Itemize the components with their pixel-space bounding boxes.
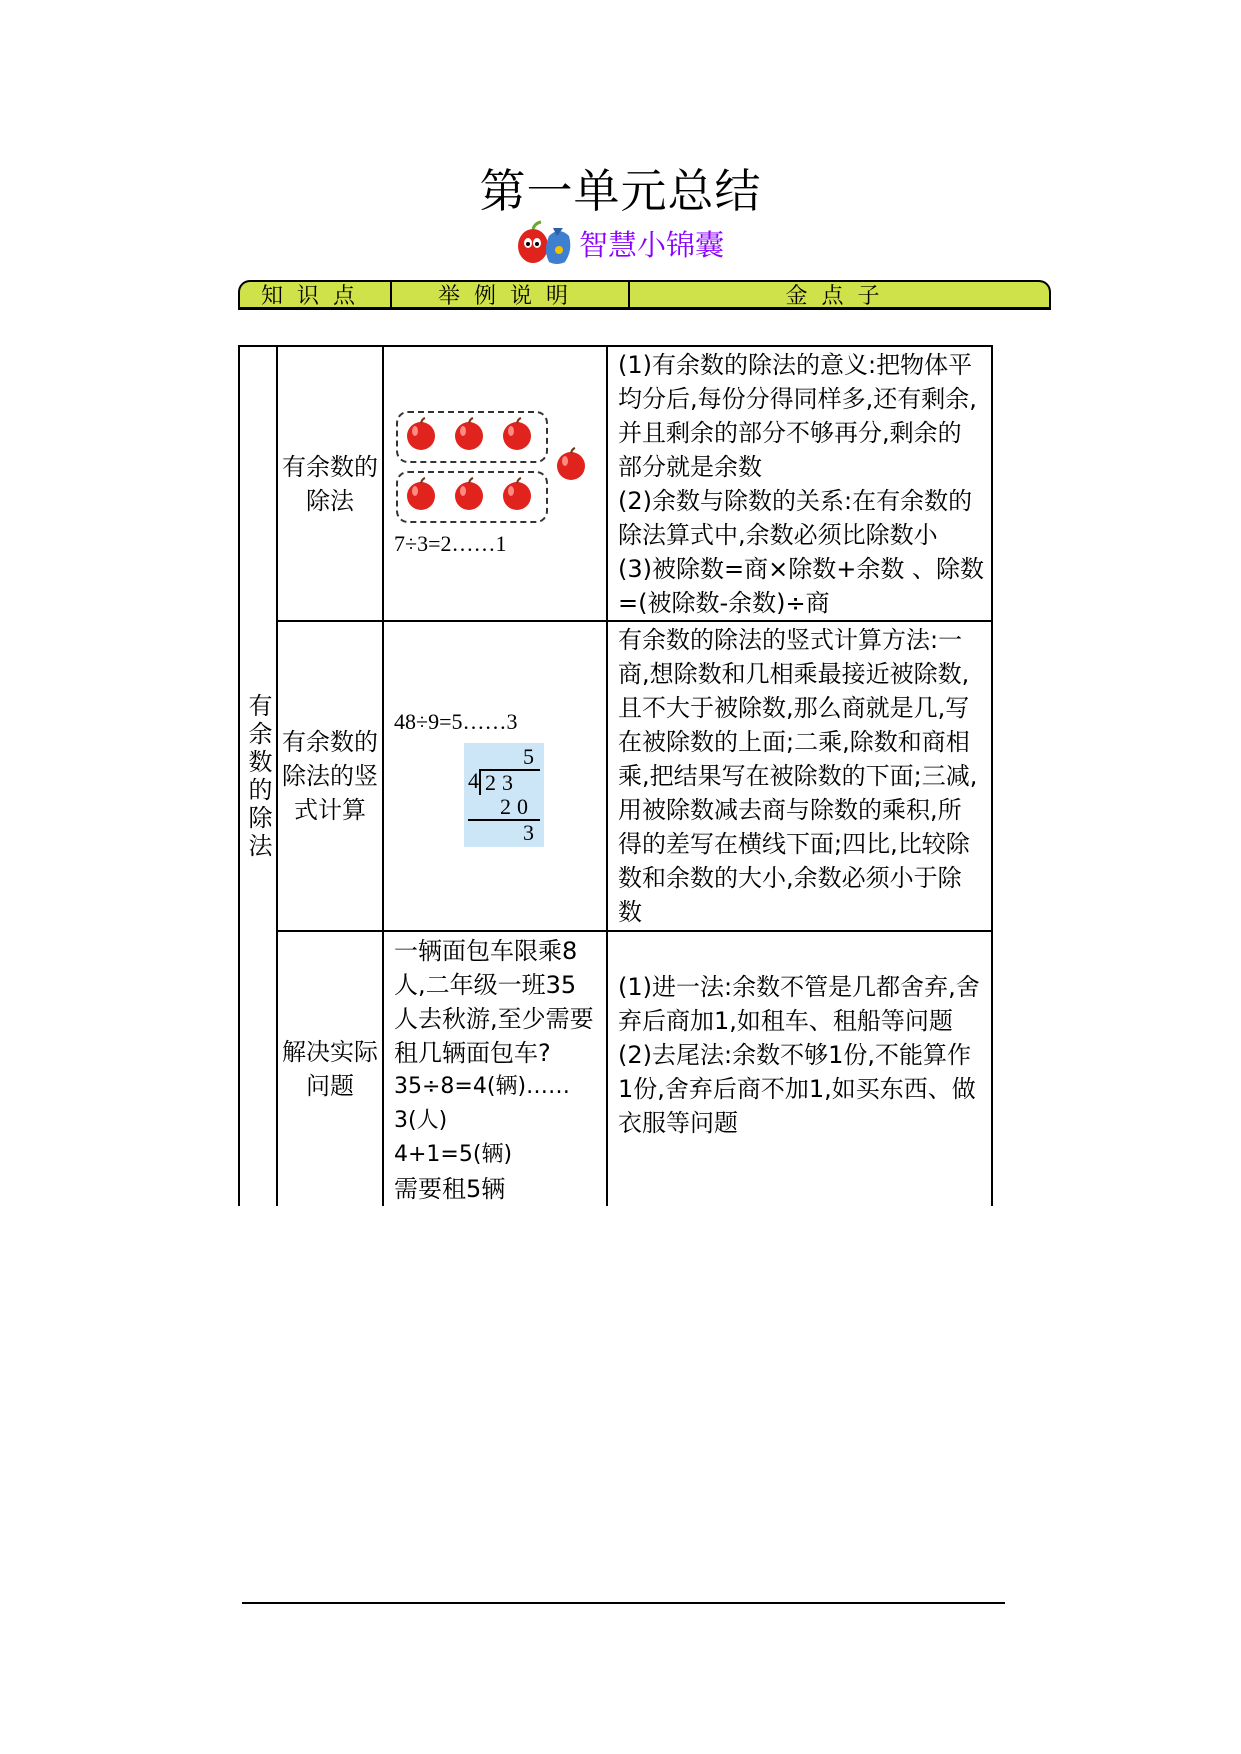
header-example: 举例说明 xyxy=(392,282,630,307)
page-title: 第一单元总结 xyxy=(479,164,762,218)
table-row xyxy=(239,621,992,931)
subtitle-block xyxy=(513,215,724,271)
tip-cell xyxy=(607,621,992,931)
header-knowledge: 知识点 xyxy=(240,282,392,307)
tip-text: (3)被除数=商×除数+余数 、除数=(被除数-余数)÷商 xyxy=(618,554,984,617)
example-step: 4+1=5(辆) xyxy=(394,1142,513,1167)
point-cell: 有余数的除法 xyxy=(277,346,383,621)
tip-cell xyxy=(607,346,992,621)
table-header-bar xyxy=(238,280,1051,310)
tip-text: (2)去尾法:余数不够1份,不能算作1份,舍弃后商不加1,如买东西、做衣服等问题 xyxy=(618,1041,976,1137)
division-dividend: 23 xyxy=(479,769,540,795)
point-cell: 有余数的除法的竖式计算 xyxy=(277,621,383,931)
apple-icon xyxy=(404,417,438,451)
table-row xyxy=(239,346,992,621)
example-problem: 一辆面包车限乘8人,二年级一班35人去秋游,至少需要租几辆面包车? xyxy=(394,937,594,1067)
example-cell xyxy=(383,931,607,1206)
table-row xyxy=(239,931,992,1206)
mascot-icon xyxy=(513,216,573,270)
subtitle: 智慧小锦囊 xyxy=(579,227,725,262)
tip-text: (2)余数与除数的关系:在有余数的除法算式中,余数必须比除数小 xyxy=(618,486,973,549)
division-remainder: 3 xyxy=(523,820,534,845)
division-line xyxy=(468,769,540,795)
tip-cell xyxy=(607,931,992,1206)
apple-icon xyxy=(500,417,534,451)
example-step: 35÷8=4(辆)……3(人) xyxy=(394,1074,571,1133)
apple-icon xyxy=(500,477,534,511)
example-equation: 48÷9=5……3 xyxy=(394,709,518,734)
long-division xyxy=(464,743,544,847)
division-product: 20 xyxy=(468,795,540,821)
tip-text: (1)有余数的除法的意义:把物体平均分后,每份分得同样多,还有剩余,并且剩余的部分不够再分,剩余的部分就是余数 xyxy=(618,350,977,481)
example-equation: 7÷3=2……1 xyxy=(394,530,507,556)
topic-cell: 有余数的除法 xyxy=(239,346,277,1206)
tip-text: (1)进一法:余数不管是几都舍弃,舍弃后商加1,如租车、租船等问题 xyxy=(618,973,980,1035)
division-divisor: 4 xyxy=(468,768,479,793)
tip-text: 有余数的除法的竖式计算方法:一商,想除数和几相乘最接近被除数,且不大于被除数,那么商就是几,写在被除数的上面;二乘,除数和商相乘,把结果写在被除数的下面;三减,用被除数减去商与除数的乘积,所得的差写在横线下面;四比,比较除数和余数的大小,余数必须小于除数 xyxy=(618,626,978,926)
point-cell: 解决实际问题 xyxy=(277,931,383,1206)
division-quotient: 5 xyxy=(523,744,534,769)
apple-icon xyxy=(452,477,486,511)
summary-table xyxy=(238,345,993,1206)
header-tips: 金点子 xyxy=(785,284,894,309)
apples-illustration xyxy=(394,407,594,527)
example-cell xyxy=(383,621,607,931)
apple-icon xyxy=(452,417,486,451)
example-answer: 需要租5辆 xyxy=(394,1175,506,1203)
footer-divider xyxy=(242,1602,1005,1604)
apple-icon xyxy=(554,447,588,481)
example-cell xyxy=(383,346,607,621)
apple-icon xyxy=(404,477,438,511)
